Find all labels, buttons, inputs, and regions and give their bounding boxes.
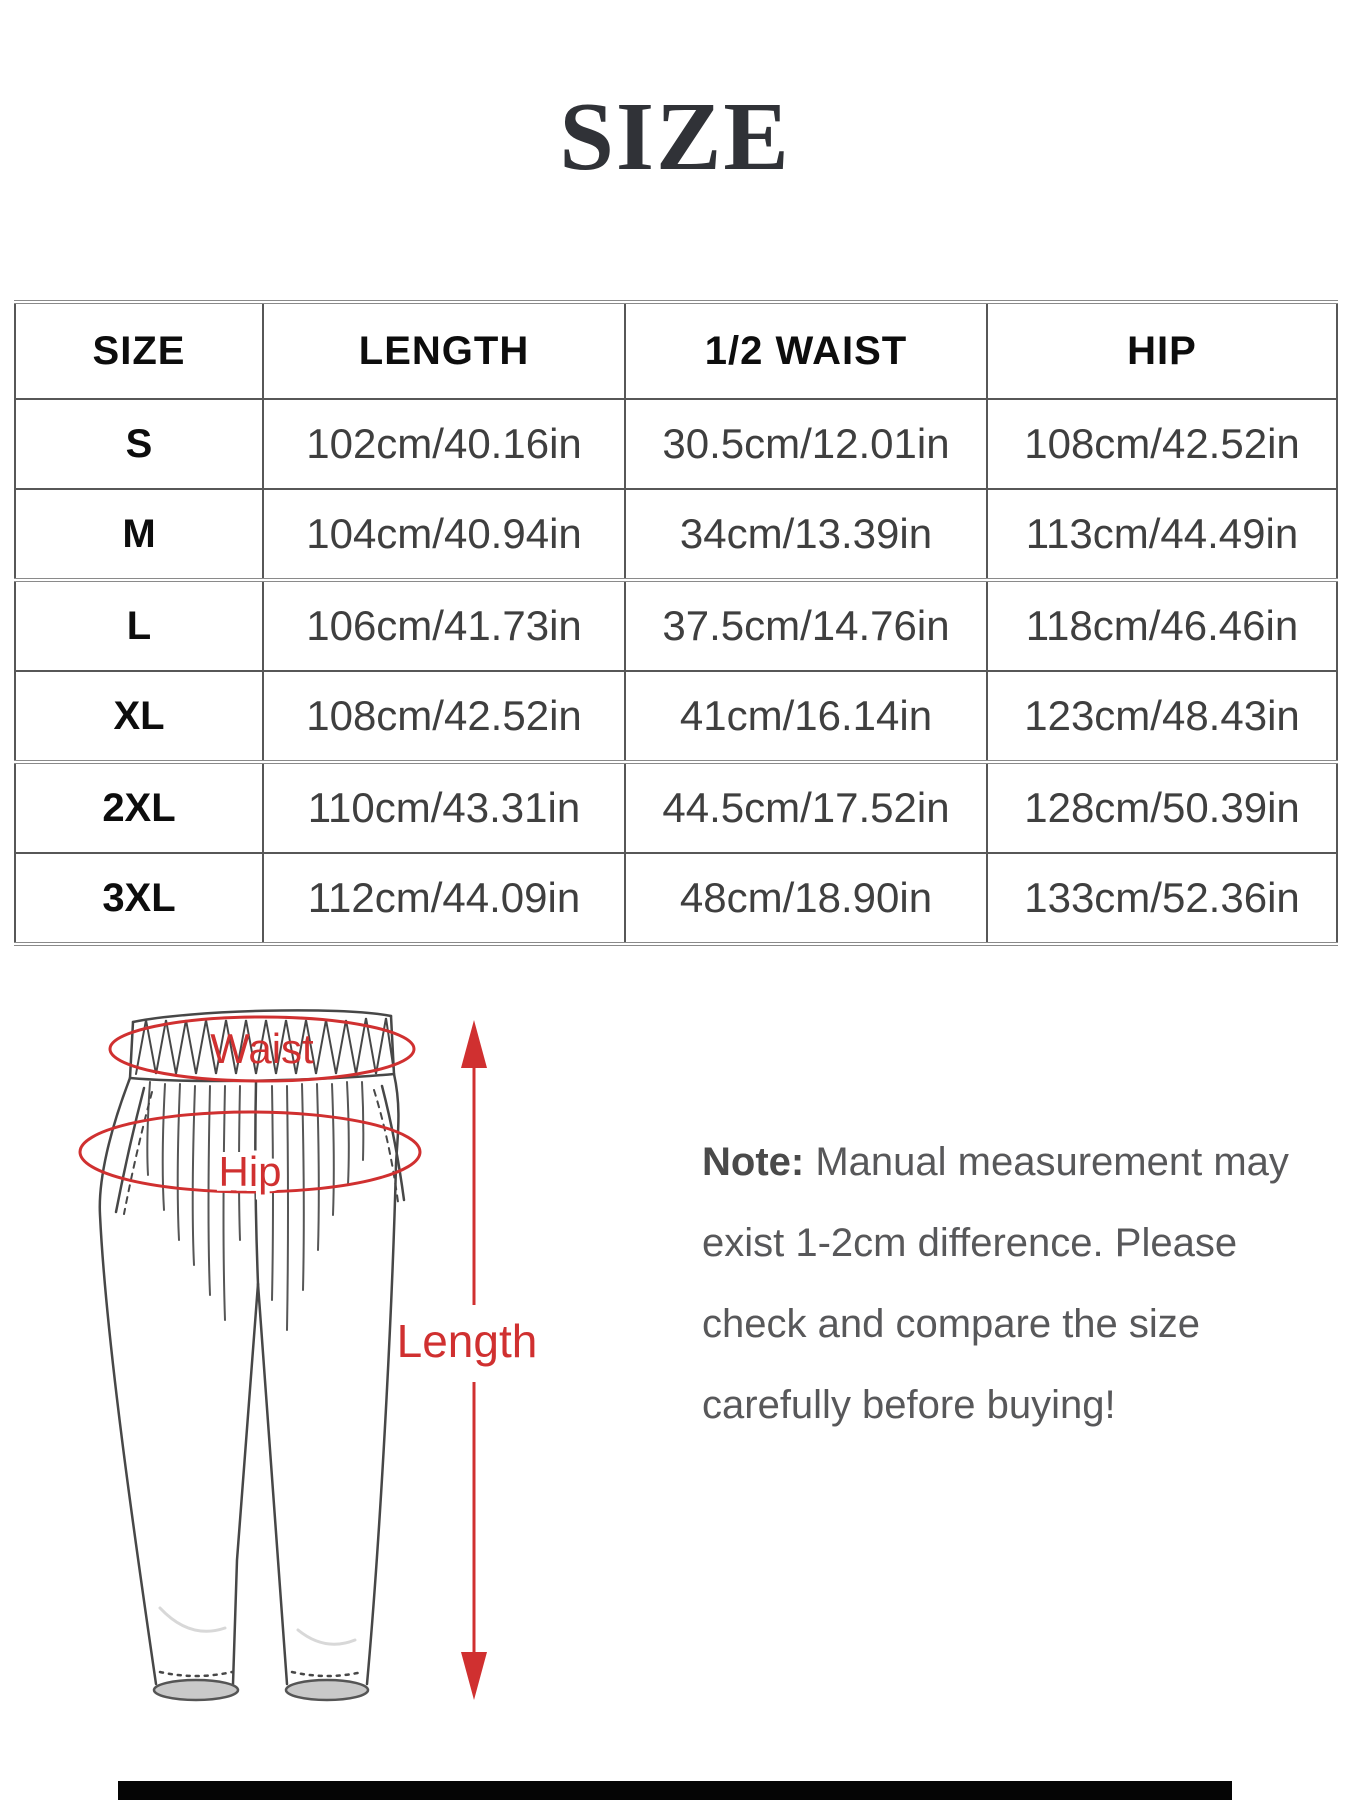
half-waist-cell: 34cm/13.39in	[625, 489, 987, 580]
half-waist-cell: 37.5cm/14.76in	[625, 580, 987, 671]
table-row-xl	[15, 671, 1337, 762]
note-line: check and compare the size	[702, 1302, 1201, 1346]
table-header-row	[15, 302, 1337, 399]
note-line: exist 1-2cm difference. Please	[702, 1221, 1238, 1265]
column-header-size: SIZE	[15, 302, 263, 399]
hem-right	[286, 1680, 368, 1700]
length-cell: 102cm/40.16in	[263, 399, 625, 489]
column-header-hip: HIP	[987, 302, 1337, 399]
hem-stitch-right	[292, 1672, 362, 1676]
note-label: Note:	[702, 1140, 805, 1184]
hip-cell: 118cm/46.46in	[987, 580, 1337, 671]
hip-cell: 108cm/42.52in	[987, 399, 1337, 489]
hem-left	[154, 1680, 238, 1700]
page-title: SIZE	[559, 83, 791, 191]
waist-label: Waist	[210, 1025, 314, 1072]
pants-sketch	[40, 1000, 600, 1760]
half-waist-cell: 30.5cm/12.01in	[625, 399, 987, 489]
hem-stitch-left	[160, 1672, 232, 1676]
column-header-half-waist: 1/2 WAIST	[625, 302, 987, 399]
length-cell: 104cm/40.94in	[263, 489, 625, 580]
table-row-l	[15, 580, 1337, 671]
length-cell: 112cm/44.09in	[263, 853, 625, 944]
footer-divider-bar	[118, 1781, 1232, 1800]
size-table	[14, 300, 1338, 946]
size-cell: XL	[15, 671, 263, 762]
half-waist-cell: 44.5cm/17.52in	[625, 762, 987, 853]
table-row-s	[15, 399, 1337, 489]
length-arrow-up-head	[461, 1020, 487, 1068]
length-cell: 110cm/43.31in	[263, 762, 625, 853]
length-arrow-down-head	[461, 1652, 487, 1700]
hip-cell: 123cm/48.43in	[987, 671, 1337, 762]
length-cell: 106cm/41.73in	[263, 580, 625, 671]
size-cell: 3XL	[15, 853, 263, 944]
length-label: Length	[396, 1315, 538, 1367]
note-line: carefully before buying!	[702, 1383, 1116, 1427]
size-cell: 2XL	[15, 762, 263, 853]
size-cell: M	[15, 489, 263, 580]
half-waist-cell: 41cm/16.14in	[625, 671, 987, 762]
column-header-length: LENGTH	[263, 302, 625, 399]
half-waist-cell: 48cm/18.90in	[625, 853, 987, 944]
size-cell: S	[15, 399, 263, 489]
hip-cell: 128cm/50.39in	[987, 762, 1337, 853]
table-row-2xl	[15, 762, 1337, 853]
table-row-m	[15, 489, 1337, 580]
size-cell: L	[15, 580, 263, 671]
hip-cell: 133cm/52.36in	[987, 853, 1337, 944]
hip-label: Hip	[218, 1148, 282, 1195]
table-row-3xl	[15, 853, 1337, 944]
pants-measurement-diagram	[40, 1000, 600, 1760]
hip-cell: 113cm/44.49in	[987, 489, 1337, 580]
measurement-note	[702, 1122, 1302, 1446]
note-line: Note: Manual measurement may	[702, 1140, 1289, 1184]
length-cell: 108cm/42.52in	[263, 671, 625, 762]
